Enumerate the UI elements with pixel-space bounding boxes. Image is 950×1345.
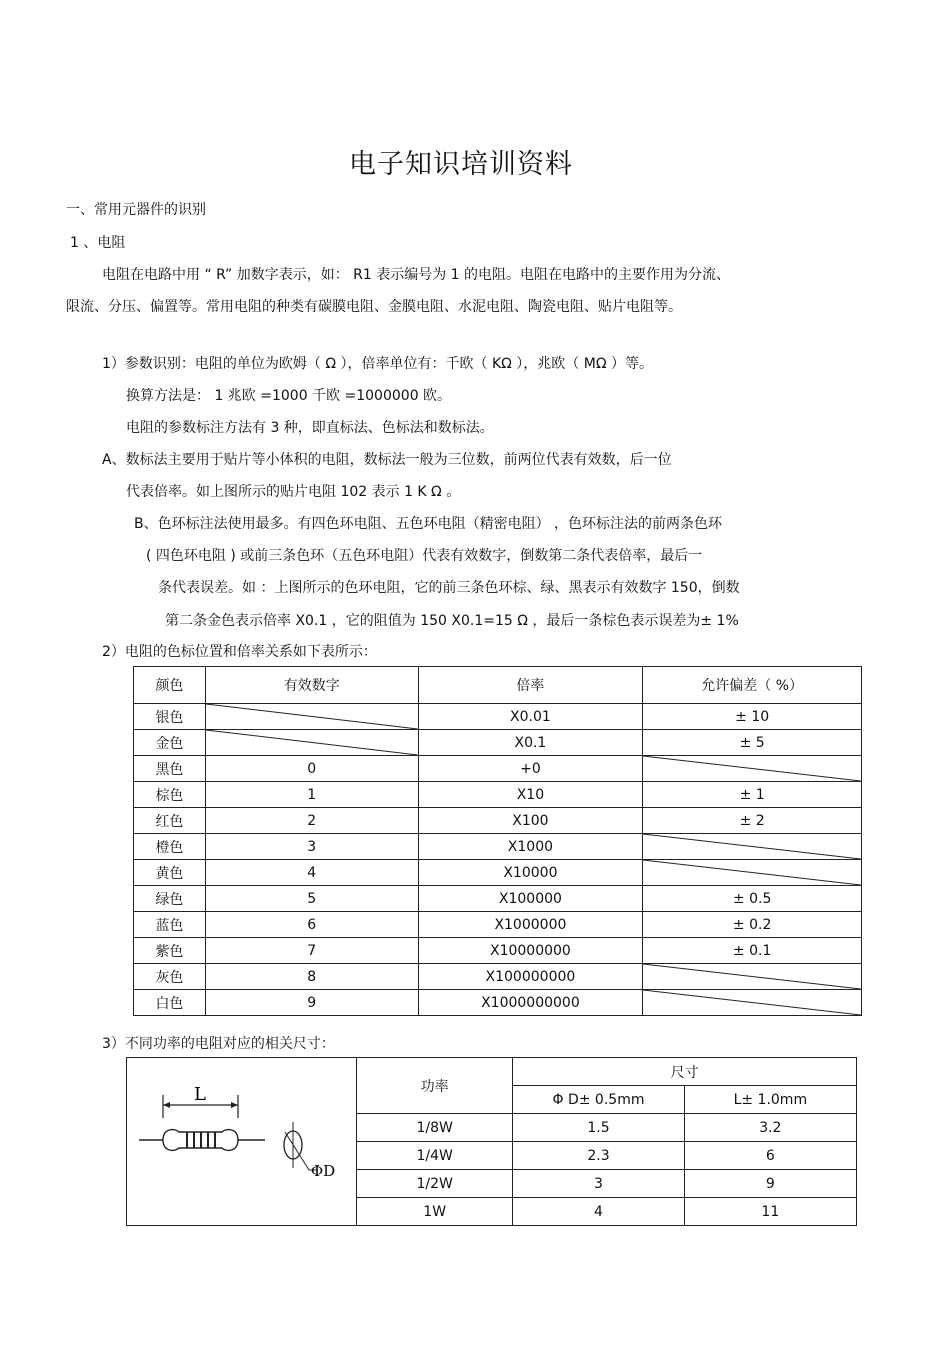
power-cell: 1/8W [357,1114,513,1142]
tolerance-cell: ± 5 [643,730,862,756]
table-row [134,912,862,938]
digit-cell [205,730,418,756]
tolerance-cell: ± 0.1 [643,938,862,964]
multiplier-cell: X0.01 [418,704,643,730]
digit-cell: 3 [205,834,418,860]
param-line: 条代表误差。如 ：上图所示的色环电阻，它的前三条色环棕、绿、黑表示有效数字 150，倒数 [158,580,740,596]
table-header-row [134,667,862,704]
power-cell: 1W [357,1198,513,1226]
multiplier-cell: X1000000 [418,912,643,938]
table-caption: 3）不同功率的电阻对应的相关尺寸： [102,1036,335,1052]
diameter-cell: 3 [513,1170,684,1198]
multiplier-cell: X0.1 [418,730,643,756]
diameter-cell: 4 [513,1198,684,1226]
resistor-diagram [127,1060,356,1223]
length-cell: 9 [684,1170,856,1198]
header-cell: 颜色 [134,667,206,704]
color-name-cell: 银色 [134,704,206,730]
table-row [134,990,862,1016]
tolerance-cell [643,860,862,886]
header-cell: 允许偏差（ %） [643,667,862,704]
param-line: 1）参数识别：电阻的单位为欧姆（ Ω ），倍率单位有：千欧（ KΩ ），兆欧（ MΩ ）等。 [102,356,653,372]
size-header: 尺寸 [513,1058,857,1086]
color-name-cell: 灰色 [134,964,206,990]
tolerance-cell: ± 0.2 [643,912,862,938]
digit-cell: 5 [205,886,418,912]
power-cell: 1/2W [357,1170,513,1198]
table-row [134,756,862,782]
tolerance-cell: ± 0.5 [643,886,862,912]
header-cell: 有效数字 [205,667,418,704]
resistor-diagram-cell [127,1058,357,1226]
diameter-cell: 2.3 [513,1142,684,1170]
color-code-table [133,666,862,1016]
param-line: 代表倍率。如上图所示的贴片电阻 102 表示 1 K Ω 。 [126,484,461,500]
color-name-cell: 白色 [134,990,206,1016]
resistor-size-table [126,1057,857,1226]
table-row [134,834,862,860]
multiplier-cell: X100 [418,808,643,834]
diameter-label: ΦD [310,1162,336,1180]
param-line: ( 四色环电阻 ) 或前三条色环（五色环电阻）代表有效数字，倒数第二条代表倍率，最后一 [146,548,703,564]
digit-cell: 0 [205,756,418,782]
section-heading: 一、常用元器件的识别 [66,202,206,218]
table-row [134,964,862,990]
color-name-cell: 黄色 [134,860,206,886]
tolerance-cell: ± 1 [643,782,862,808]
table-row [134,886,862,912]
digit-cell: 7 [205,938,418,964]
multiplier-cell: +0 [418,756,643,782]
table-row [134,782,862,808]
param-line: A、数标法主要用于贴片等小体积的电阻，数标法一般为三位数，前两位代表有效数，后一位 [102,452,672,468]
diameter-cell: 1.5 [513,1114,684,1142]
color-name-cell: 紫色 [134,938,206,964]
color-name-cell: 红色 [134,808,206,834]
diameter-header: Φ D± 0.5mm [513,1086,684,1114]
tolerance-cell: ± 10 [643,704,862,730]
color-name-cell: 黑色 [134,756,206,782]
multiplier-cell: X100000 [418,886,643,912]
subsection-heading: 1 、电阻 [70,235,126,251]
tolerance-cell: ± 2 [643,808,862,834]
digit-cell: 1 [205,782,418,808]
table-row [134,730,862,756]
tolerance-cell [643,990,862,1016]
color-name-cell: 金色 [134,730,206,756]
multiplier-cell: X1000000000 [418,990,643,1016]
multiplier-cell: X10000000 [418,938,643,964]
power-header: 功率 [357,1058,513,1114]
digit-cell: 6 [205,912,418,938]
table-row [134,808,862,834]
param-line: 电阻的参数标注方法有 3 种，即直标法、色标法和数标法。 [126,420,494,436]
length-header: L± 1.0mm [684,1086,856,1114]
table-row [134,704,862,730]
color-name-cell: 橙色 [134,834,206,860]
intro-paragraph-line: 电阻在电路中用 “ R” 加数字表示，如： R1 表示编号为 1 的电阻。电阻在电路中的主要作用为分流、 [102,267,731,283]
tolerance-cell [643,964,862,990]
param-line: B、色环标注法使用最多。有四色环电阻、五色环电阻（精密电阻） ，色环标注法的前两条色环 [134,516,723,532]
multiplier-cell: X10000 [418,860,643,886]
digit-cell: 9 [205,990,418,1016]
page-title: 电子知识培训资料 [349,149,573,180]
power-cell: 1/4W [357,1142,513,1170]
digit-cell: 8 [205,964,418,990]
length-cell: 6 [684,1142,856,1170]
multiplier-cell: X1000 [418,834,643,860]
digit-cell [205,704,418,730]
tolerance-cell [643,834,862,860]
color-name-cell: 蓝色 [134,912,206,938]
table-caption: 2）电阻的色标位置和倍率关系如下表所示： [102,644,377,660]
table-row [134,860,862,886]
color-name-cell: 绿色 [134,886,206,912]
length-cell: 11 [684,1198,856,1226]
table-row [134,938,862,964]
param-line: 换算方法是： 1 兆欧 =1000 千欧 =1000000 欧。 [126,388,452,404]
header-cell: 倍率 [418,667,643,704]
param-line: 第二条金色表示倍率 X0.1 ，它的阻值为 150 X0.1=15 Ω ，最后一条棕色表示误差为± 1% [165,613,739,629]
length-label: L [194,1084,206,1105]
digit-cell: 4 [205,860,418,886]
length-cell: 3.2 [684,1114,856,1142]
multiplier-cell: X100000000 [418,964,643,990]
intro-paragraph-line: 限流、分压、偏置等。常用电阻的种类有碳膜电阻、金膜电阻、水泥电阻、陶瓷电阻、贴片电阻等。 [66,299,682,315]
multiplier-cell: X10 [418,782,643,808]
digit-cell: 2 [205,808,418,834]
color-name-cell: 棕色 [134,782,206,808]
tolerance-cell [643,756,862,782]
